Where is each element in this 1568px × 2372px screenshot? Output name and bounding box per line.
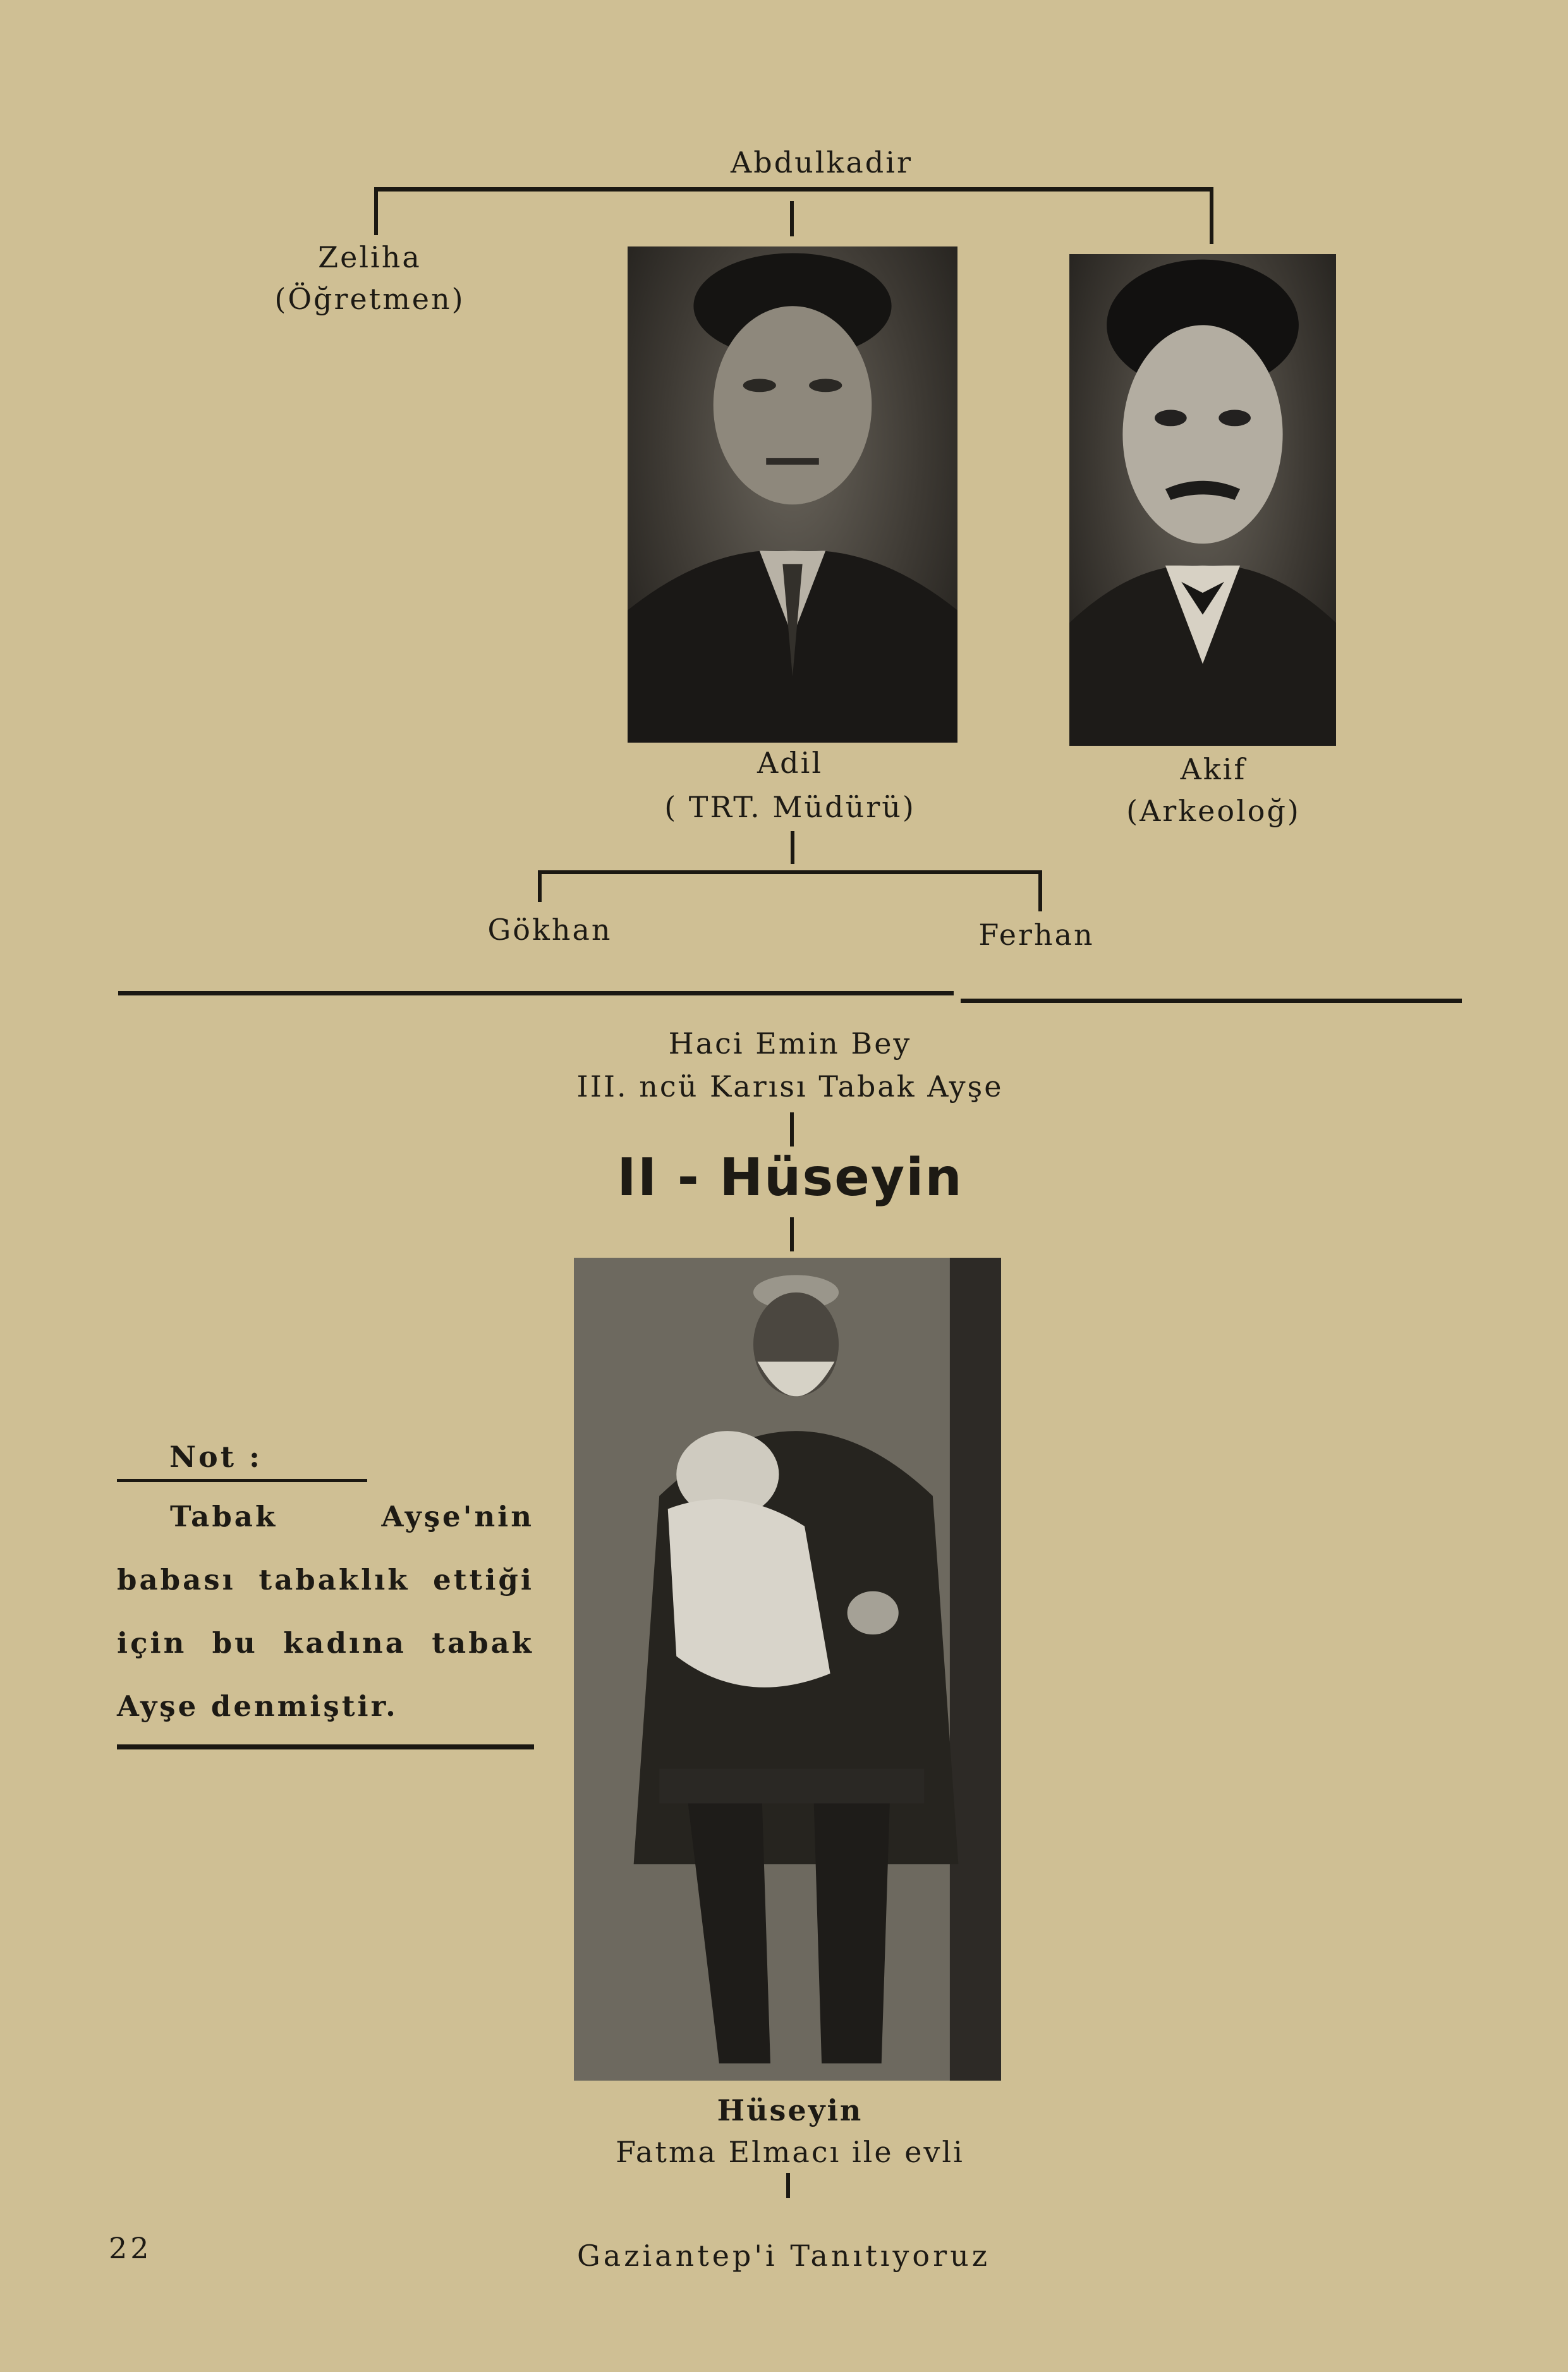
child-name-akif: Akif xyxy=(1180,752,1247,786)
tree-connector xyxy=(374,187,1213,192)
page-number: 22 xyxy=(109,2231,152,2265)
tree-connector xyxy=(791,831,794,864)
photo-caption-name: Hüseyin xyxy=(717,2093,863,2127)
child-role-adil: ( TRT. Müdürü) xyxy=(664,790,916,824)
note-title-rule xyxy=(117,1479,367,1482)
section-divider xyxy=(118,991,954,995)
parent-line-mother: III. ncü Karısı Tabak Ayşe xyxy=(576,1069,1004,1104)
tree-root-name: Abdulkadir xyxy=(731,145,913,179)
note-body: Tabak Ayşe'nin babası tabaklık ettiği için bu kadına tabak Ayşe denmiştir. xyxy=(117,1500,534,1723)
tree-connector xyxy=(790,1217,794,1251)
parent-line-father: Haci Emin Bey xyxy=(668,1026,912,1061)
tree-connector xyxy=(790,1112,794,1146)
tree-connector xyxy=(790,201,794,236)
tree-connector xyxy=(786,2173,790,2198)
tree-connector xyxy=(374,187,378,235)
grandchild-name-gokhan: Gökhan xyxy=(487,913,612,947)
tree-connector xyxy=(538,870,1042,874)
tree-connector xyxy=(1210,190,1213,244)
portrait-photo-akif xyxy=(1069,254,1336,746)
child-name-adil: Adil xyxy=(757,746,824,780)
running-title: Gaziantep'i Tanıtıyoruz xyxy=(577,2239,990,2273)
child-name-zeliha: Zeliha xyxy=(318,240,422,274)
note-bottom-rule xyxy=(117,1744,534,1749)
note-title: Not : xyxy=(169,1440,262,1474)
portrait-photo-adil xyxy=(628,246,957,743)
tree-connector xyxy=(1038,873,1042,911)
photo-caption-spouse: Fatma Elmacı ile evli xyxy=(616,2135,964,2169)
child-role-zeliha: (Öğretmen) xyxy=(274,282,465,316)
tree-connector xyxy=(538,870,542,902)
grandchild-name-ferhan: Ferhan xyxy=(978,918,1095,952)
photo-huseyin xyxy=(574,1258,1001,2081)
child-role-akif: (Arkeoloğ) xyxy=(1126,794,1301,828)
section-divider xyxy=(961,999,1462,1003)
section-heading: II - Hüseyin xyxy=(617,1148,963,1208)
